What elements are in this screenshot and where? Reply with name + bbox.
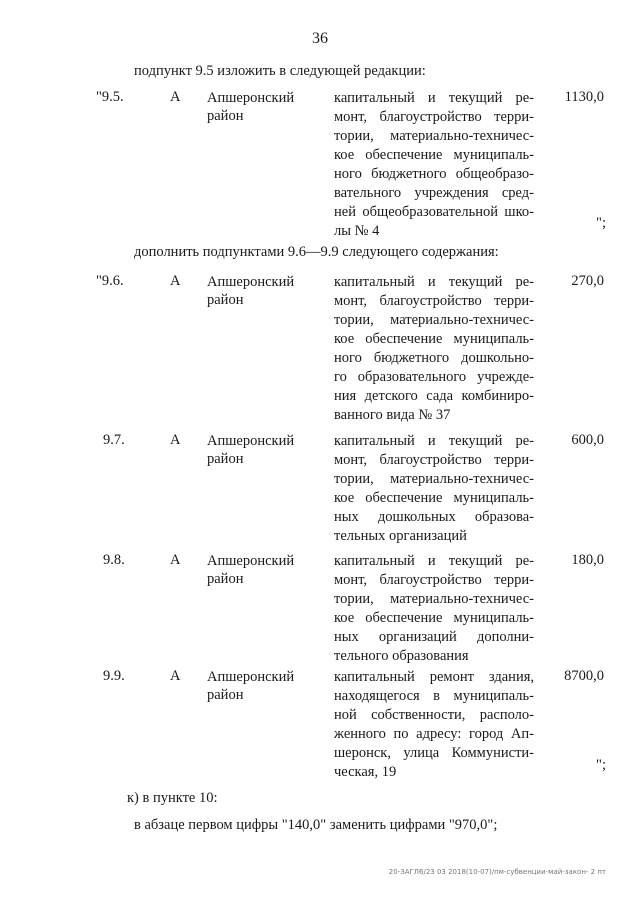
row-category: А <box>170 432 181 448</box>
intro-paragraph-1: подпункт 9.5 изложить в следующей редакции: <box>134 63 426 79</box>
row-amount: 180,0 <box>571 552 604 568</box>
row-description: капитальный ремонт здания, находящегося в муниципаль- ной собственности, располо- женного по адресу: город Ап- шеронск, улица Коммунисти- ческая, 19 <box>334 669 534 780</box>
row-description: капитальный и текущий ре- монт, благоустройство терри- тории, материально-техничес- кое обеспечение муниципаль- ных дошкольных образова- тельных организаций <box>334 433 534 544</box>
footer-reference: 20-ЗАГЛ6/23 03 2018(10-07)/пм-субвенции-май-закон- 2 пт <box>388 868 606 876</box>
row-amount: 1130,0 <box>564 89 604 105</box>
page-number: 36 <box>312 30 328 47</box>
row-closing-quote: "; <box>596 757 606 773</box>
row-number: 9.8. <box>103 552 125 568</box>
row-district: Апшеронский район <box>207 90 295 124</box>
row-closing-quote: "; <box>596 215 606 231</box>
row-description: капитальный и текущий ре- монт, благоустройство терри- тории, материально-техничес- кое обеспечение муниципаль- ного бюджетного дошкольно- го образовательного учрежде- ния детского сада комбиниро- ванного вида № 37 <box>334 274 534 423</box>
row-description: капитальный и текущий ре- монт, благоустройство терри- тории, материально-техничес- кое обеспечение муниципаль- ных организаций дополни- тельного образования <box>334 553 534 664</box>
item-k-heading: к) в пункте 10: <box>127 790 218 806</box>
row-amount: 8700,0 <box>564 668 604 684</box>
row-category: А <box>170 668 181 684</box>
item-k-text: в абзаце первом цифры "140,0" заменить цифрами "970,0"; <box>134 817 498 833</box>
row-category: А <box>170 89 181 105</box>
intro-paragraph-2: дополнить подпунктами 9.6—9.9 следующего содержания: <box>134 244 499 260</box>
row-number: "9.6. <box>96 273 124 289</box>
row-category: А <box>170 273 181 289</box>
row-number: "9.5. <box>96 89 124 105</box>
row-district: Апшеронский район <box>207 433 295 467</box>
row-amount: 600,0 <box>571 432 604 448</box>
row-district: Апшеронский район <box>207 669 295 703</box>
row-description: капитальный и текущий ре- монт, благоустройство терри- тории, материально-техничес- кое обеспечение муниципаль- ного бюджетного общеобразо- вательного учреждения сред- ней общеобразовательной шко- лы № 4 <box>334 90 534 239</box>
row-district: Апшеронский район <box>207 553 295 587</box>
row-category: А <box>170 552 181 568</box>
row-number: 9.7. <box>103 432 125 448</box>
row-number: 9.9. <box>103 668 125 684</box>
row-district: Апшеронский район <box>207 274 295 308</box>
row-amount: 270,0 <box>571 273 604 289</box>
